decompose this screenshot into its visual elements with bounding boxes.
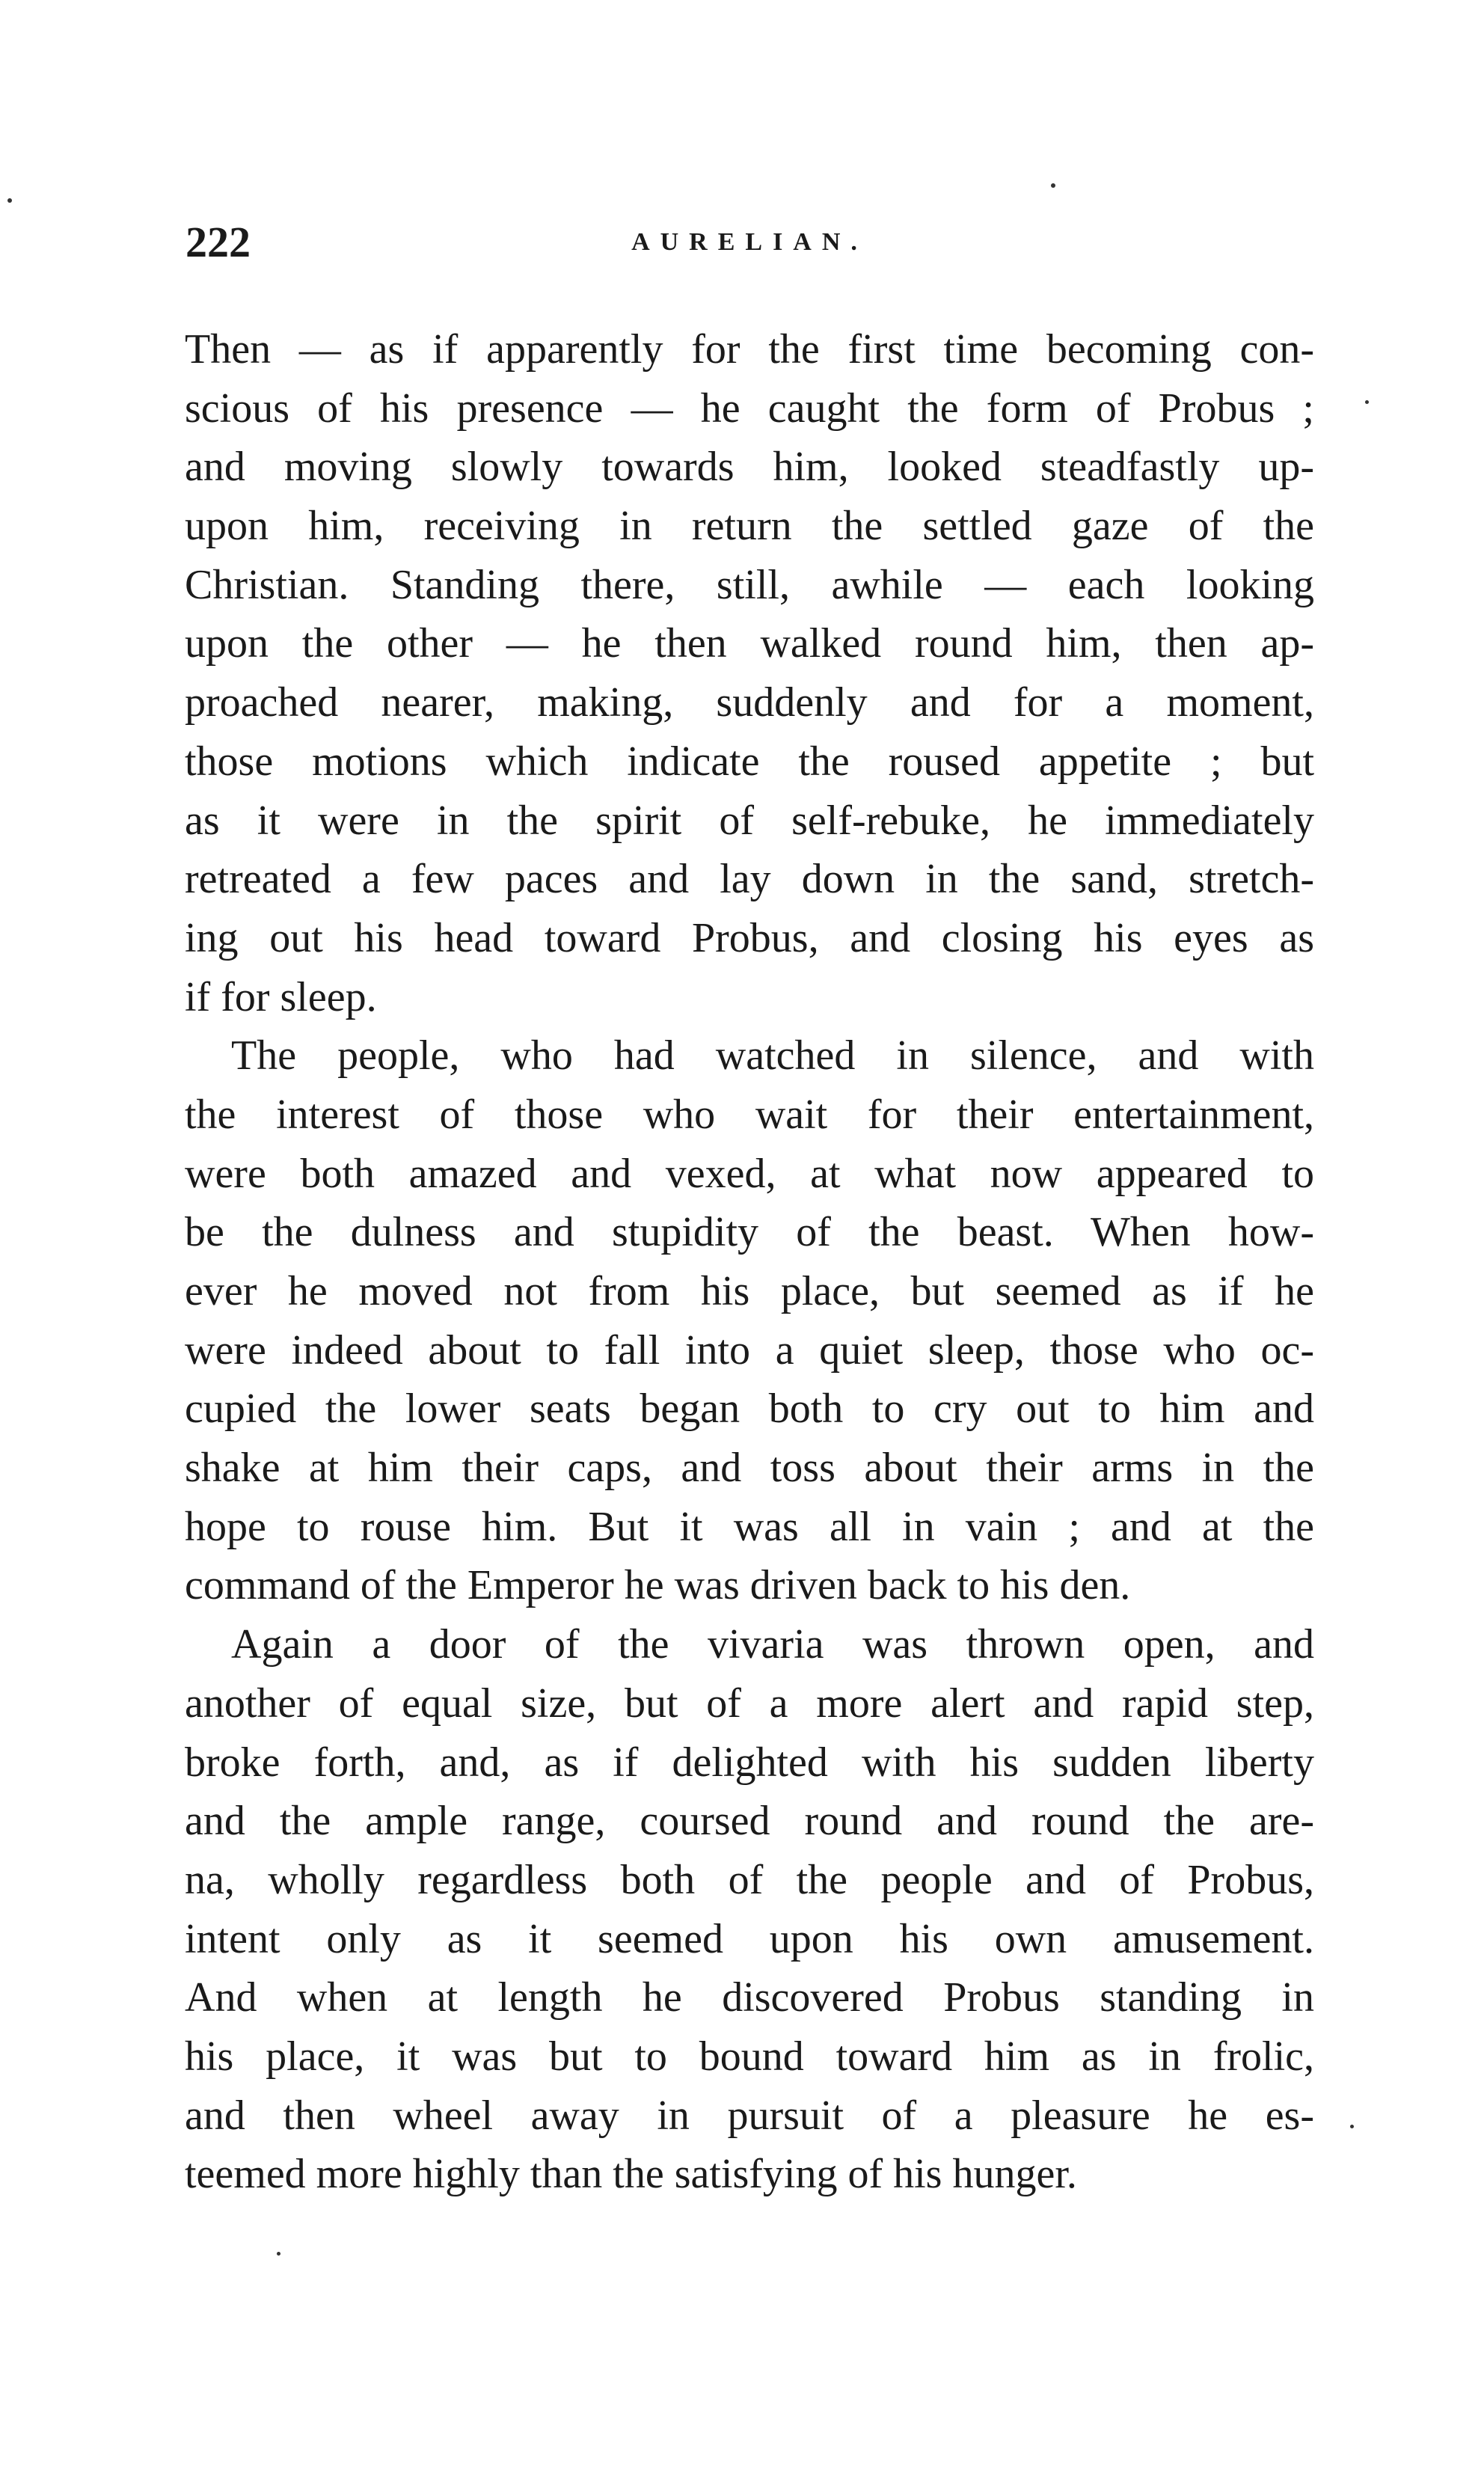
- text-line: na, wholly regardless both of the people and of Probus,: [185, 1856, 1314, 1903]
- text-line: scious of his presence — he caught the form of Probus ;: [185, 385, 1314, 432]
- text-line: hope to rouse him. But it was all in vain ; and at the: [185, 1503, 1314, 1550]
- scan-speck: [1365, 400, 1369, 404]
- scan-speck: [7, 198, 12, 203]
- text-line: proached nearer, making, suddenly and for a moment,: [185, 679, 1314, 726]
- text-line: those motions which indicate the roused appetite ; but: [185, 738, 1314, 785]
- text-line: the interest of those who wait for their entertainment,: [185, 1091, 1314, 1138]
- body-text: [185, 320, 1314, 2204]
- scan-speck: [1350, 2125, 1354, 2128]
- text-line: and the ample range, coursed round and round the are-: [185, 1798, 1314, 1845]
- text-line: The people, who had watched in silence, and with: [231, 1032, 1314, 1080]
- page-number: 222: [186, 218, 251, 266]
- text-line: intent only as it seemed upon his own amusement.: [185, 1915, 1314, 1962]
- text-line: command of the Emperor he was driven back to his den.: [185, 1562, 1131, 1609]
- text-line: upon him, receiving in return the settled gaze of the: [185, 503, 1314, 550]
- text-line: and then wheel away in pursuit of a pleasure he es-: [185, 2092, 1314, 2139]
- text-line: Then — as if apparently for the first time becoming con-: [185, 326, 1314, 373]
- text-line: his place, it was but to bound toward him as in frolic,: [185, 2033, 1314, 2080]
- text-line: were both amazed and vexed, at what now appeared to: [185, 1150, 1314, 1197]
- scan-speck: [277, 2252, 280, 2256]
- text-line: ing out his head toward Probus, and closing his eyes as: [185, 914, 1314, 961]
- text-line: And when at length he discovered Probus standing in: [185, 1974, 1314, 2021]
- text-line: if for sleep.: [185, 973, 377, 1020]
- text-line: Again a door of the vivaria was thrown open, and: [231, 1621, 1314, 1668]
- text-line: another of equal size, but of a more alert and rapid step,: [185, 1680, 1314, 1727]
- text-line: were indeed about to fall into a quiet sleep, those who oc-: [185, 1326, 1314, 1374]
- text-line: teemed more highly than the satisfying of his hunger.: [185, 2151, 1077, 2198]
- text-line: retreated a few paces and lay down in the sand, stretch-: [185, 856, 1314, 903]
- text-line: shake at him their caps, and toss about their arms in the: [185, 1445, 1314, 1492]
- running-title: AURELIAN.: [631, 228, 868, 256]
- text-line: Christian. Standing there, still, awhile — each looking: [185, 561, 1314, 608]
- text-line: and moving slowly towards him, looked steadfastly up-: [185, 444, 1314, 491]
- text-line: broke forth, and, as if delighted with his sudden liberty: [185, 1739, 1314, 1786]
- text-line: ever he moved not from his place, but seemed as if he: [185, 1268, 1314, 1314]
- text-line: be the dulness and stupidity of the beast. When how-: [185, 1209, 1314, 1256]
- scan-speck: [1051, 183, 1055, 188]
- text-line: as it were in the spirit of self-rebuke, he immediately: [185, 797, 1314, 844]
- text-line: upon the other — he then walked round him, then ap-: [185, 620, 1314, 667]
- text-line: cupied the lower seats began both to cry out to him and: [185, 1386, 1314, 1433]
